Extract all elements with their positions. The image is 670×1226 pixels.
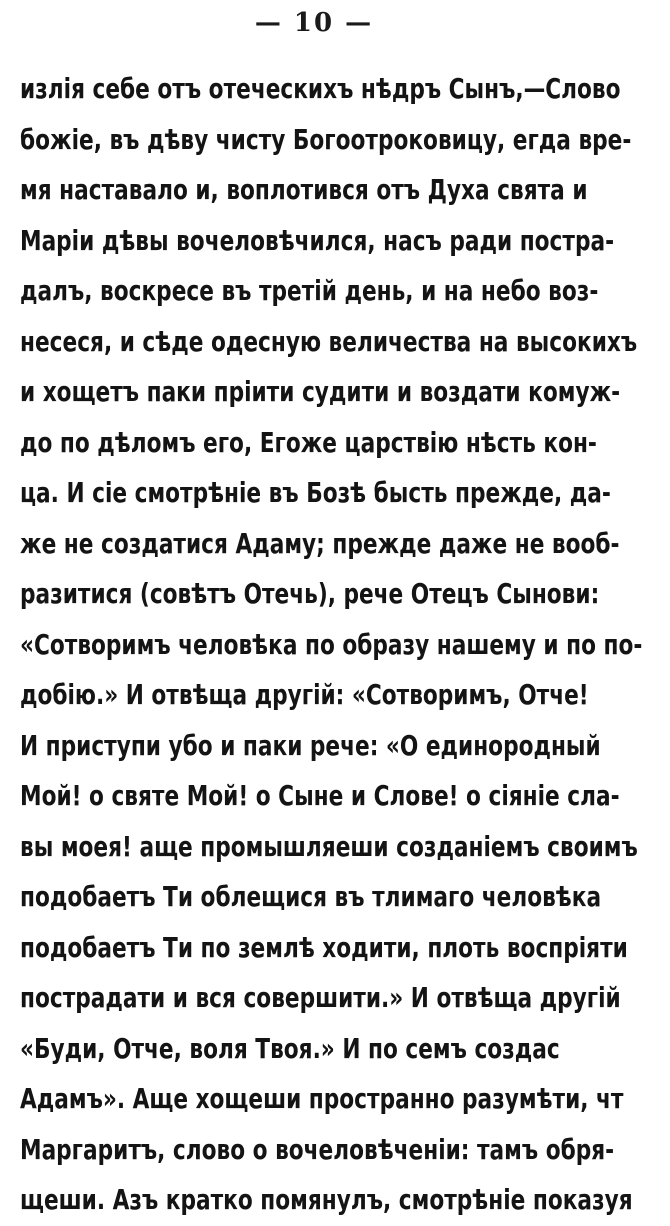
text-line: Маргаритъ, слово о вочеловѣченіи: тамъ обря-	[20, 1132, 615, 1166]
text-body	[20, 64, 670, 1226]
text-line: ца. И сіе смотрѣніе въ Бозѣ бысть прежде, да-	[20, 476, 611, 509]
text-line: пострадати и вся совершити.» И отвѣща другій	[20, 981, 621, 1014]
page-number: — 10 —	[254, 8, 374, 38]
text-line: щеши. Азъ кратко помянулъ, смотрѣніе показуя	[20, 1183, 633, 1216]
text-line: и хощетъ паки пріити судити и воздати комуж-	[20, 375, 621, 408]
text-line: далъ, воскресе въ третій день, и на небо воз-	[20, 274, 599, 307]
text-line: же не создатися Адаму; прежде даже не вооб-	[20, 526, 620, 560]
text-line: Маріи дѣвы вочеловѣчился, насъ ради постра-	[20, 223, 615, 257]
text-line: несеся, и сѣде одесную величества на высокихъ	[20, 324, 638, 358]
text-line: И приступи убо и паки рече: «О единородный	[20, 728, 601, 762]
text-line: мя наставало и, воплотився отъ Духа свята и	[20, 173, 588, 206]
text-line: Мой! о святе Мой! о Сыне и Слове! о сіяніе сла-	[20, 779, 620, 812]
text-line: разитися (совѣтъ Отечь), рече Отецъ Сынови:	[20, 577, 600, 610]
text-line: подобаетъ Ти облещися въ тлимаго человѣка	[20, 880, 602, 913]
text-line: «Сотворимъ человѣка по образу нашему и по по-	[20, 627, 643, 661]
text-line: до по дѣломъ его, Егоже царствію нѣсть кон-	[20, 425, 597, 459]
text-line: божіе, въ дѣву чисту Богоотроковицу, егда вре-	[20, 122, 632, 156]
text-line: подобаетъ Ти по землѣ ходити, плоть воспріяти	[20, 930, 628, 964]
text-line: вы моея! аще промышляеши созданіемъ своимъ	[20, 829, 638, 863]
text-line: излія себе отъ отеческихъ нѣдръ Сынъ,—Слово	[20, 72, 621, 105]
text-line: «Буди, Отче, воля Твоя.» И по семъ создас	[20, 1031, 560, 1065]
text-line: добію.» И отвѣща другій: «Сотворимъ, Отче!	[20, 678, 589, 711]
text-line: Адамъ». Аще хощеши пространно разумѣти, чт	[20, 1082, 624, 1115]
